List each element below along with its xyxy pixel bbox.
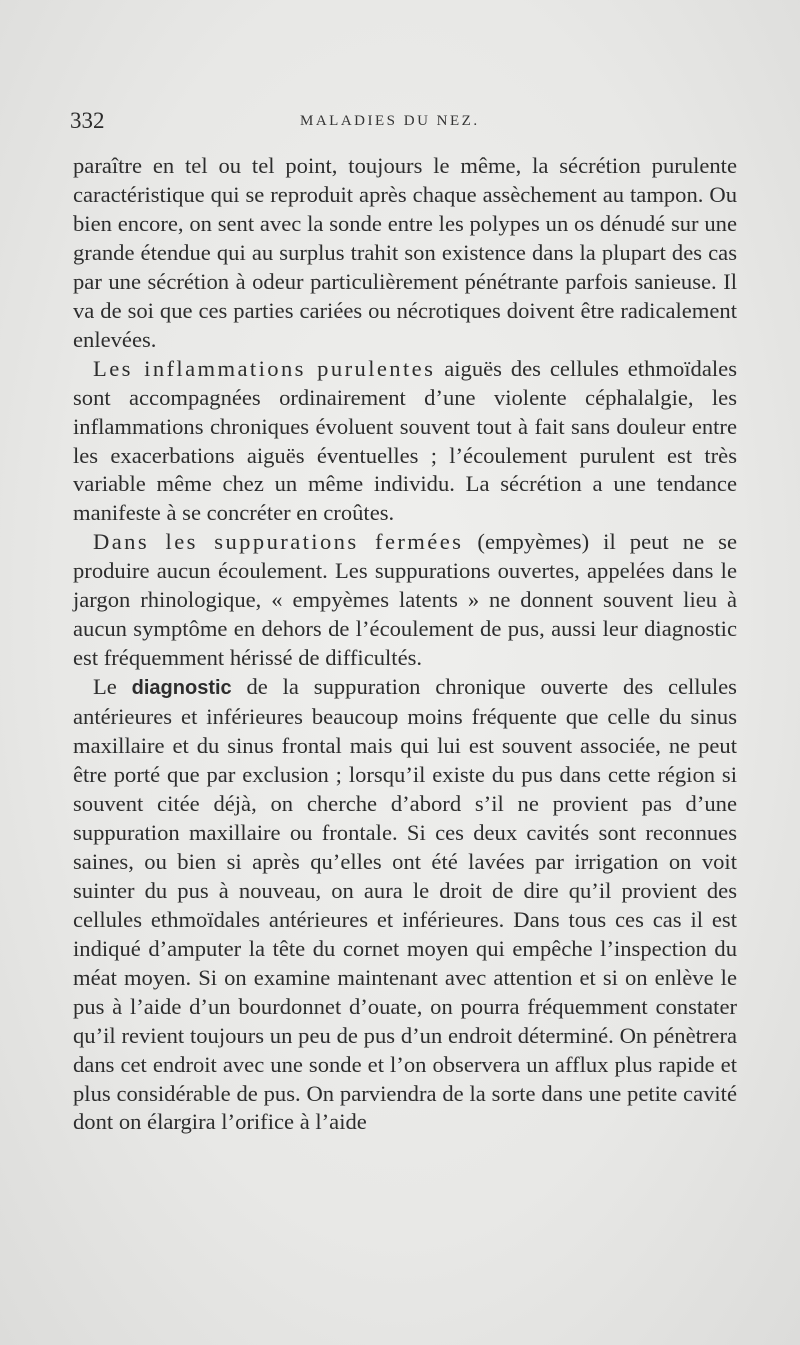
paragraph-2-lead: Les inflammations purulentes [93,355,436,381]
paragraph-4-pre: Le [93,674,132,700]
paragraph-3-text: (empyèmes) il peut ne se produire aucun écoulement. Les suppurations ouvertes, appelées dans le jargon rhinologique, « empyèmes latents » ne donnent souvent lieu à aucun symptôme en dehors de l’écoulement de pus, aussi leur diagnostic est fréquemment hérissé de difficultés. [73,529,737,671]
diagnostic-term: diagnostic [131,677,232,700]
paragraph-2-text: aiguës des cellules ethmoïdales sont accompagnées ordinairement d’une violente céphalalgie, les inflammations chroniques évoluent souvent tout à fait sans douleur entre les exacerbations aiguës éventuelles ; l’écoulement purulent est très variable même chez un même individu. La sécrétion a une tendance manifeste à se concréter en croûtes. [73,355,737,526]
paragraph-3 [73,528,737,673]
page-number: 332 [70,108,105,133]
paragraph-1: paraître en tel ou tel point, toujours le même, la sécrétion purulente caractéristique qui se reproduit après chaque assèchement au tampon. Ou bien encore, on sent avec la sonde entre les polypes un os dénudé sur une grande étendue qui au surplus trahit son existence dans la plupart des cas par une sécrétion à odeur particulièrement pénétrante parfois sanieuse. Il va de soi que ces parties cariées ou nécrotiques doivent être radicalement enlevées. [73,153,737,352]
running-head: MALADIES DU NEZ. [300,113,480,129]
paragraph-4-text: de la suppuration chronique ouverte des cellules antérieures et inférieures beaucoup moins fréquente que celle du sinus maxillaire et du sinus frontal mais qui lui est souvent associée, ne peut être porté que par exclusion ; lorsqu’il existe du pus dans cette région si souvent citée déjà, on cherche d’abord s’il ne provient pas d’une suppuration maxillaire ou frontale. Si ces deux cavités sont reconnues saines, ou bien si après qu’elles ont été lavées par irrigation on voit suinter du pus à nouveau, on aura le droit de dire qu’il provient des cellules ethmoïdales antérieures et inférieures. Dans tous ces cas il est indiqué d’amputer la tête du cornet moyen qui empêche l’inspection du méat moyen. Si on examine maintenant avec attention et si on enlève le pus à l’aide d’un bourdonnet d’ouate, on pourra fréquemment constater qu’il revient toujours un peu de pus d’un endroit déterminé. On pénètrera dans cet endroit avec une sonde et l’on observera un afflux plus rapide et plus considérable de pus. On parviendra de la sorte dans une petite cavité dont on élargira l’orifice à l’aide [73,674,737,1135]
paragraph-3-lead: Dans les suppurations fermées [93,529,464,555]
paragraph-2 [73,355,737,529]
page-header [70,108,735,138]
paragraph-4 [73,673,737,1137]
body-text [73,152,737,1137]
